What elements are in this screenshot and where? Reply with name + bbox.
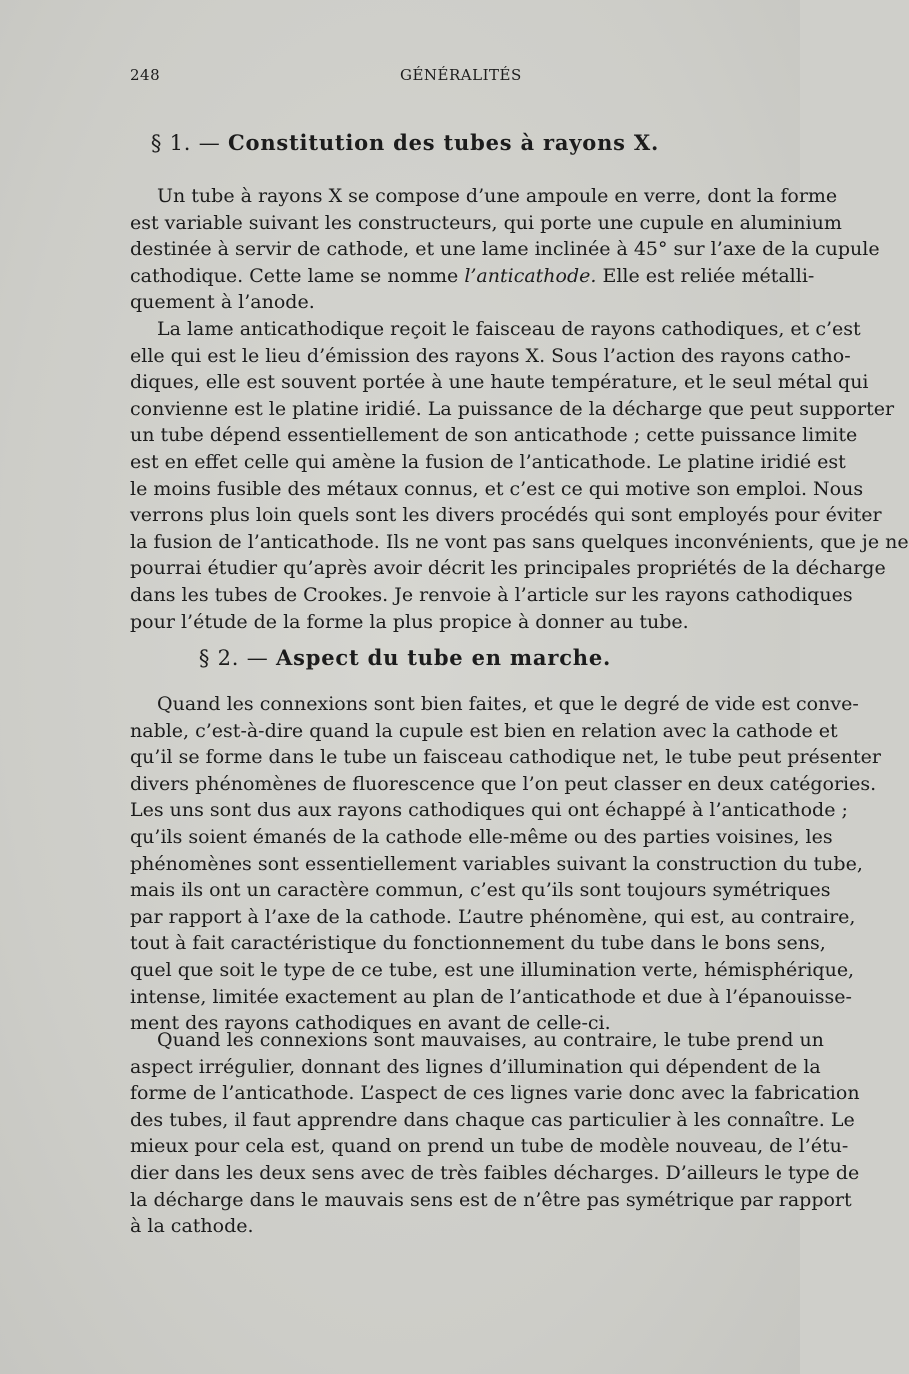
text-line: des tubes, il faut apprendre dans chaque cas particulier à les connaître. Le (130, 1108, 855, 1131)
section-1-paragraph-1 (130, 183, 880, 316)
text-line: intense, limitée exactement au plan de l’anticathode et due à l’épanouisse- (130, 985, 852, 1008)
text-line: mais ils ont un caractère commun, c’est qu’ils sont toujours symétriques (130, 879, 831, 902)
text-line: Quand les connexions sont mauvaises, au contraire, le tube prend un (157, 1029, 824, 1051)
running-title: GÉNÉRALITÉS (400, 66, 522, 84)
text-line: dier dans les deux sens avec de très faibles décharges. D’ailleurs le type de (130, 1161, 860, 1184)
text-line: pourrai étudier qu’après avoir décrit les principales propriétés de la décharge (130, 557, 886, 580)
text-line: phénomènes sont essentiellement variables suivant la construction du tube, (130, 852, 863, 875)
page-number: 248 (130, 66, 161, 84)
text-line: ment des rayons cathodiques en avant de celle-ci. (130, 1012, 611, 1035)
text-line: Quand les connexions sont bien faites, et que le degré de vide est conve- (157, 693, 859, 715)
section-2-heading (55, 645, 755, 670)
text-line: mieux pour cela est, quand on prend un tube de modèle nouveau, de l’étu- (130, 1135, 849, 1158)
section-1-heading (55, 130, 755, 155)
section-1-paragraph-2 (130, 316, 909, 635)
text-line: cathodique. Cette lame se nomme l’anticathode. Elle est reliée métalli- (130, 264, 815, 287)
emphasized-term: l’anticathode. (464, 264, 597, 287)
text-line: la fusion de l’anticathode. Ils ne vont pas sans quelques inconvénients, que je ne (130, 530, 909, 553)
text-line: forme de l’anticathode. L’aspect de ces lignes varie donc avec la fabrication (130, 1082, 860, 1105)
text-line: dans les tubes de Crookes. Je renvoie à l’article sur les rayons cathodiques (130, 583, 853, 606)
section-2-paragraph-1 (130, 691, 881, 1037)
text-line: destinée à servir de cathode, et une lame inclinée à 45° sur l’axe de la cupule (130, 238, 880, 261)
text-line: quel que soit le type de ce tube, est une illumination verte, hémisphérique, (130, 958, 855, 981)
section-1-title: Constitution des tubes à rayons X. (228, 130, 660, 155)
text-line: nable, c’est-à-dire quand la cupule est bien en relation avec la cathode et (130, 719, 838, 742)
text-line: Les uns sont dus aux rayons cathodiques qui ont échappé à l’anticathode ; (130, 799, 848, 822)
text-line: qu’il se forme dans le tube un faisceau cathodique net, le tube peut présenter (130, 746, 881, 769)
text-line: Un tube à rayons X se compose d’une ampoule en verre, dont la forme (157, 185, 838, 207)
text-line: diques, elle est souvent portée à une haute température, et le seul métal qui (130, 371, 869, 394)
text-line: convienne est le platine iridié. La puissance de la décharge que peut supporter (130, 397, 895, 420)
text-line: La lame anticathodique reçoit le faisceau de rayons cathodiques, et c’est (157, 318, 861, 340)
text-line: la décharge dans le mauvais sens est de n’être pas symétrique par rapport (130, 1188, 852, 1211)
running-head (130, 66, 790, 90)
section-2-number: § 2. — (198, 646, 277, 670)
section-2-title: Aspect du tube en marche. (276, 645, 612, 670)
text-line: elle qui est le lieu d’émission des rayons X. Sous l’action des rayons catho- (130, 344, 851, 367)
text-line: qu’ils soient émanés de la cathode elle-même ou des parties voisines, les (130, 825, 833, 848)
text-line: pour l’étude de la forme la plus propice à donner au tube. (130, 610, 689, 633)
section-1-number: § 1. — (150, 131, 229, 155)
section-2-paragraph-2 (130, 1027, 860, 1240)
text-line: à la cathode. (130, 1215, 254, 1238)
text-line: par rapport à l’axe de la cathode. L’autre phénomène, qui est, au contraire, (130, 905, 856, 928)
text-line: est variable suivant les constructeurs, qui porte une cupule en aluminium (130, 211, 842, 234)
text-line: un tube dépend essentiellement de son anticathode ; cette puissance limite (130, 424, 858, 447)
text-line: verrons plus loin quels sont les divers procédés qui sont employés pour éviter (130, 504, 882, 527)
text-line: le moins fusible des métaux connus, et c’est ce qui motive son emploi. Nous (130, 477, 864, 500)
text-line: divers phénomènes de fluorescence que l’on peut classer en deux catégories. (130, 772, 877, 795)
text-line: aspect irrégulier, donnant des lignes d’illumination qui dépendent de la (130, 1055, 821, 1078)
text-line: quement à l’anode. (130, 291, 315, 314)
text-line: tout à fait caractéristique du fonctionnement du tube dans le bons sens, (130, 932, 826, 955)
text-line: est en effet celle qui amène la fusion de l’anticathode. Le platine iridié est (130, 450, 846, 473)
